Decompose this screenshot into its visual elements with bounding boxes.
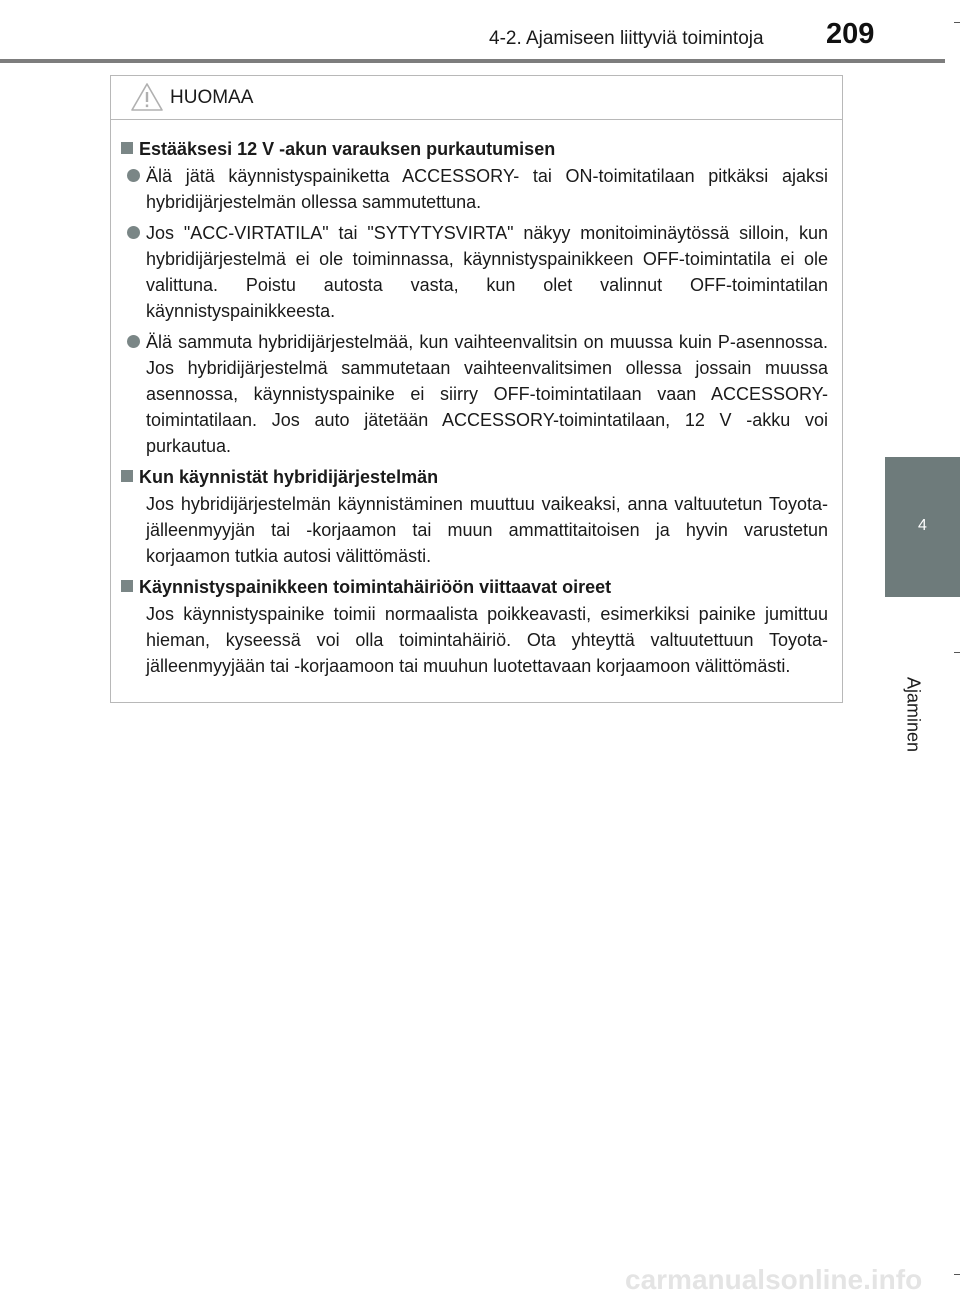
notice-section bbox=[121, 136, 828, 459]
section-heading-text: Kun käynnistät hybridijärjestelmän bbox=[139, 467, 439, 487]
bullet-text: Älä jätä käynnistyspainiketta ACCESSORY- tai ON-toimitatilaan pitkäksi ajaksi hybridijärjestelmän ollessa sammutettuna. bbox=[146, 166, 828, 212]
bullet-text: Älä sammuta hybridijärjestelmää, kun vaihteenvalitsin on muussa kuin P-asennossa. Jos hybridijärjestelmä sammutetaan vaihteenvalitsimen ollessa jossain muussa asennossa, käynnistyspainike ei siirry OFF-toimintatilaan vaan ACCESSORY-toimintatilaan. Jos auto jätetään ACCESSORY-toimintatilaan, 12 V -akku voi purkautua. bbox=[146, 332, 828, 456]
chapter-tab bbox=[885, 457, 960, 597]
header-rule bbox=[0, 59, 945, 63]
warning-triangle-icon bbox=[130, 82, 164, 112]
section-heading bbox=[121, 574, 828, 600]
crop-mark bbox=[954, 22, 960, 23]
notice-header bbox=[111, 76, 842, 120]
page-number: 209 bbox=[826, 18, 875, 50]
notice-section bbox=[121, 574, 828, 679]
section-heading bbox=[121, 136, 828, 162]
notice-box bbox=[110, 75, 843, 703]
bullet-text: Jos "ACC-VIRTATILA" tai "SYTYTYSVIRTA" näkyy monitoiminäytössä silloin, kun hybridijärjestelmä ei ole toiminnassa, käynnistyspainikkeen OFF-toimintatila ei ole valittuna. Poistu autosta vasta, kun olet valinnut OFF-toimintatilan käynnistyspainikkeesta. bbox=[146, 223, 828, 321]
section-heading bbox=[121, 464, 828, 490]
square-bullet-icon bbox=[121, 470, 133, 482]
chapter-label bbox=[900, 670, 924, 780]
circle-bullet-icon bbox=[127, 335, 140, 348]
watermark: carmanualsonline.info bbox=[625, 1264, 923, 1295]
notice-title: HUOMAA bbox=[170, 87, 254, 108]
section-heading-text: Estääksesi 12 V -akun varauksen purkautumisen bbox=[139, 139, 556, 159]
bullet-item bbox=[121, 329, 828, 459]
bullet-item bbox=[121, 163, 828, 215]
crop-mark bbox=[954, 652, 960, 653]
section-title: 4-2. Ajamiseen liittyviä toimintoja bbox=[489, 28, 764, 49]
notice-body bbox=[121, 136, 828, 684]
crop-mark bbox=[954, 1274, 960, 1275]
chapter-label-text: Ajaminen bbox=[903, 676, 924, 753]
section-paragraph: Jos hybridijärjestelmän käynnistäminen muuttuu vaikeaksi, anna valtuutetun Toyota-jälleenmyyjän tai -korjaamon tai muun ammattitaitoisen ja hyvin varustetun korjaamon tutkia autosi välittömästi. bbox=[146, 494, 828, 566]
square-bullet-icon bbox=[121, 142, 133, 154]
chapter-number: 4 bbox=[918, 517, 927, 534]
square-bullet-icon bbox=[121, 580, 133, 592]
bullet-item bbox=[121, 220, 828, 324]
notice-section bbox=[121, 464, 828, 569]
section-heading-text: Käynnistyspainikkeen toimintahäiriöön viittaavat oireet bbox=[139, 577, 612, 597]
circle-bullet-icon bbox=[127, 226, 140, 239]
circle-bullet-icon bbox=[127, 169, 140, 182]
section-paragraph: Jos käynnistyspainike toimii normaalista poikkeavasti, esimerkiksi painike jumittuu hieman, kyseessä voi olla toimintahäiriö. Ota yhteyttä valtuutettuun Toyota-jälleenmyyjään tai -korjaamoon tai muuhun luotettavaan korjaamoon välittömästi. bbox=[146, 604, 828, 676]
